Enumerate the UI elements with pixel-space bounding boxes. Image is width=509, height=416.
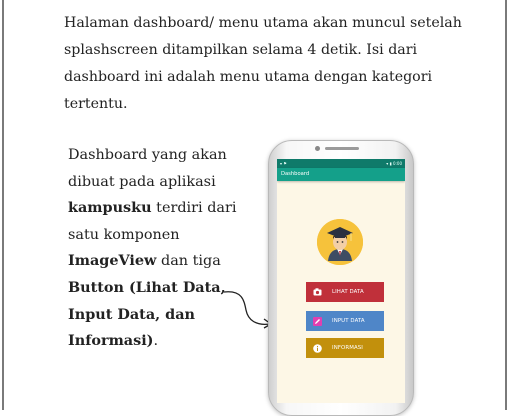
intro-line: tertentu.	[64, 96, 128, 112]
plain-text: terdiri dari	[151, 200, 237, 217]
phone-mockup	[268, 140, 414, 416]
graduate-avatar-icon	[317, 219, 363, 265]
intro-paragraph	[64, 10, 464, 118]
speaker-grille	[325, 147, 359, 150]
bold-text: Informasi)	[68, 332, 154, 350]
camera-icon	[315, 146, 320, 151]
graduate-avatar-svg	[317, 219, 363, 265]
description-line	[68, 302, 243, 329]
description-line	[68, 328, 243, 355]
app-bar	[277, 168, 405, 181]
edit-icon	[313, 317, 322, 326]
intro-line: dashboard ini adalah menu utama dengan kategori	[64, 69, 433, 85]
description-line: satu komponen	[68, 226, 180, 243]
input-data-label: INPUT DATA	[332, 318, 365, 324]
informasi-button[interactable]	[306, 338, 384, 358]
status-right-icons: ▾ ▮ 0:00	[386, 161, 402, 166]
plain-text: dan tiga	[156, 253, 221, 270]
informasi-label: INFORMASI	[332, 345, 363, 351]
input-data-button[interactable]	[306, 311, 384, 331]
bold-text: kampusku	[68, 199, 152, 217]
app-title: Dashboard	[281, 171, 310, 177]
bold-text: Button (Lihat Data,	[68, 278, 226, 296]
page-border-right	[505, 0, 507, 410]
lihat-data-label: LIHAT DATA	[332, 289, 364, 295]
intro-line: splashscreen ditampilkan selama 4 detik. Isi dari	[64, 42, 418, 58]
info-icon	[313, 344, 322, 353]
curved-arrow-icon	[222, 288, 274, 332]
camera-icon	[313, 288, 322, 297]
intro-line: Halaman dashboard/ menu utama akan muncul setelah	[64, 15, 462, 31]
description-line	[68, 248, 243, 275]
lihat-data-button[interactable]	[306, 282, 384, 302]
page-border-left	[2, 0, 4, 410]
description-paragraph	[68, 142, 243, 355]
bold-text: ImageView	[68, 252, 157, 270]
bold-text: Input Data, dan	[68, 305, 196, 323]
status-bar	[277, 159, 405, 168]
description-line: Dashboard yang akan	[68, 147, 227, 163]
status-left-icons: ▾ ⚑	[280, 161, 287, 166]
description-line: dibuat pada aplikasi	[68, 173, 216, 190]
description-line	[68, 275, 243, 302]
phone-screen	[277, 159, 405, 403]
description-line	[68, 195, 243, 222]
plain-text: .	[153, 333, 159, 350]
